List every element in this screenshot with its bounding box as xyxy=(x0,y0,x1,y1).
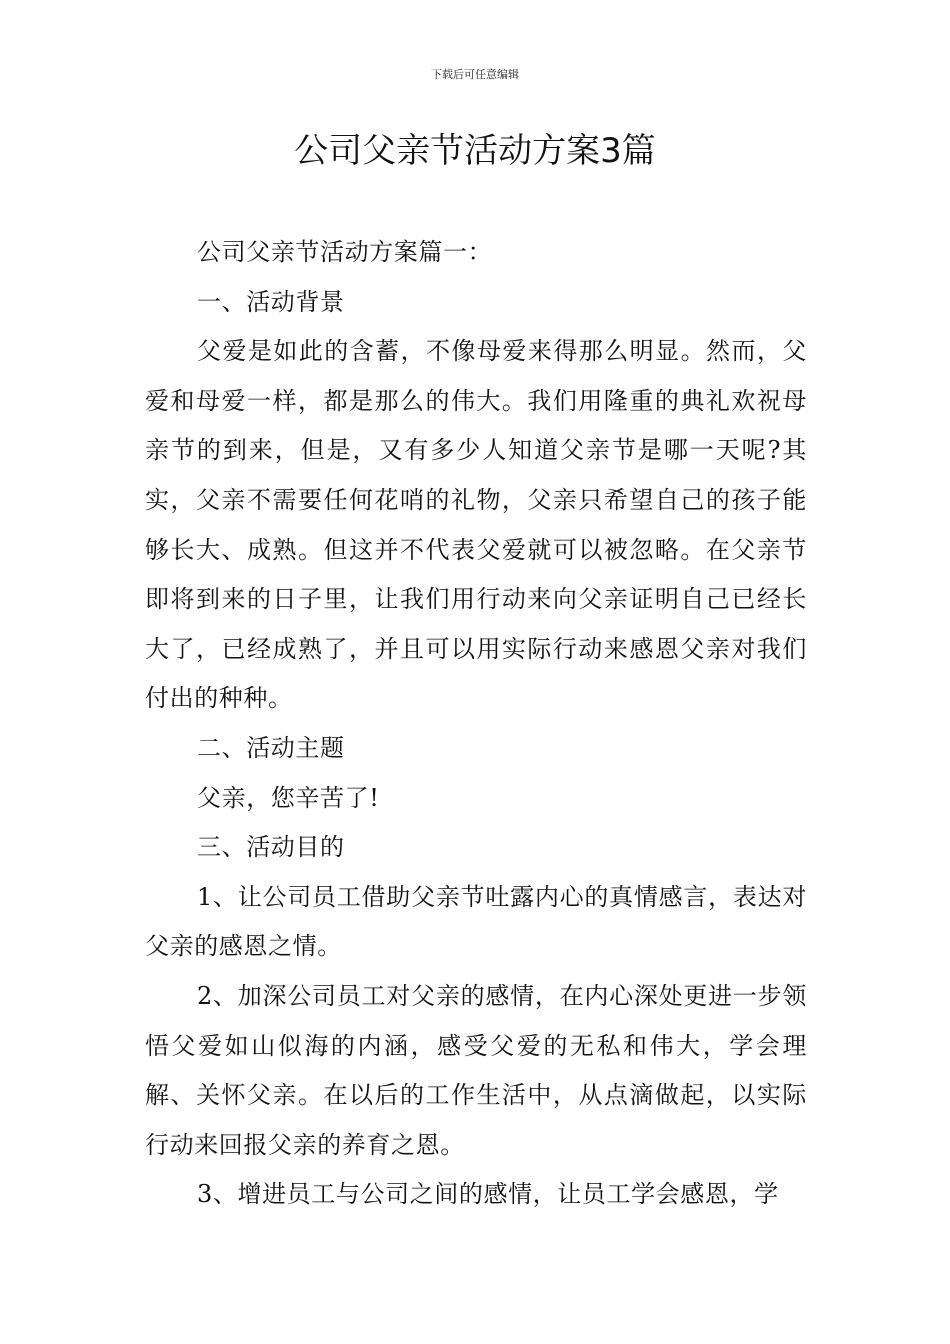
subsection-heading-theme: 二、活动主题 xyxy=(197,733,345,762)
section-heading: 公司父亲节活动方案篇一： xyxy=(197,238,493,266)
subsection-heading-purpose: 三、活动目的 xyxy=(197,833,345,862)
paragraph-purpose-1: 1、让公司员工借助父亲节吐露内心的真情感言，表达对父亲的感恩之情。 xyxy=(145,882,807,961)
document-title: 公司父亲节活动方案3篇 xyxy=(294,131,656,171)
header-note: 下载后可任意编辑 xyxy=(431,68,519,81)
paragraph-theme: 父亲，您辛苦了! xyxy=(197,783,380,812)
paragraph-background: 父爱是如此的含蓄，不像母爱来得那么明显。然而，父爱和母爱一样，都是那么的伟大。我们用隆重的典礼欢祝母亲节的到来，但是，又有多少人知道父亲节是哪一天呢?其实，父亲不需要任何花哨的礼物，父亲只希望自己的孩子能够长大、成熟。但这并不代表父爱就可以被忽略。在父亲节即将到来的日子里，让我们用行动来向父亲证明自己已经长大了，已经成熟了，并且可以用实际行动来感恩父亲对我们付出的种种。 xyxy=(145,337,807,713)
paragraph-purpose-3: 3、增进员工与公司之间的感情，让员工学会感恩，学 xyxy=(197,1180,779,1209)
subsection-heading-background: 一、活动背景 xyxy=(197,287,345,316)
paragraph-purpose-2: 2、加深公司员工对父亲的感情，在内心深处更进一步领悟父爱如山似海的内涵，感受父爱的无私和伟大，学会理解、关怀父亲。在以后的工作生活中，从点滴做起，以实际行动来回报父亲的养育之恩。 xyxy=(145,981,807,1159)
document-body xyxy=(145,228,807,1220)
